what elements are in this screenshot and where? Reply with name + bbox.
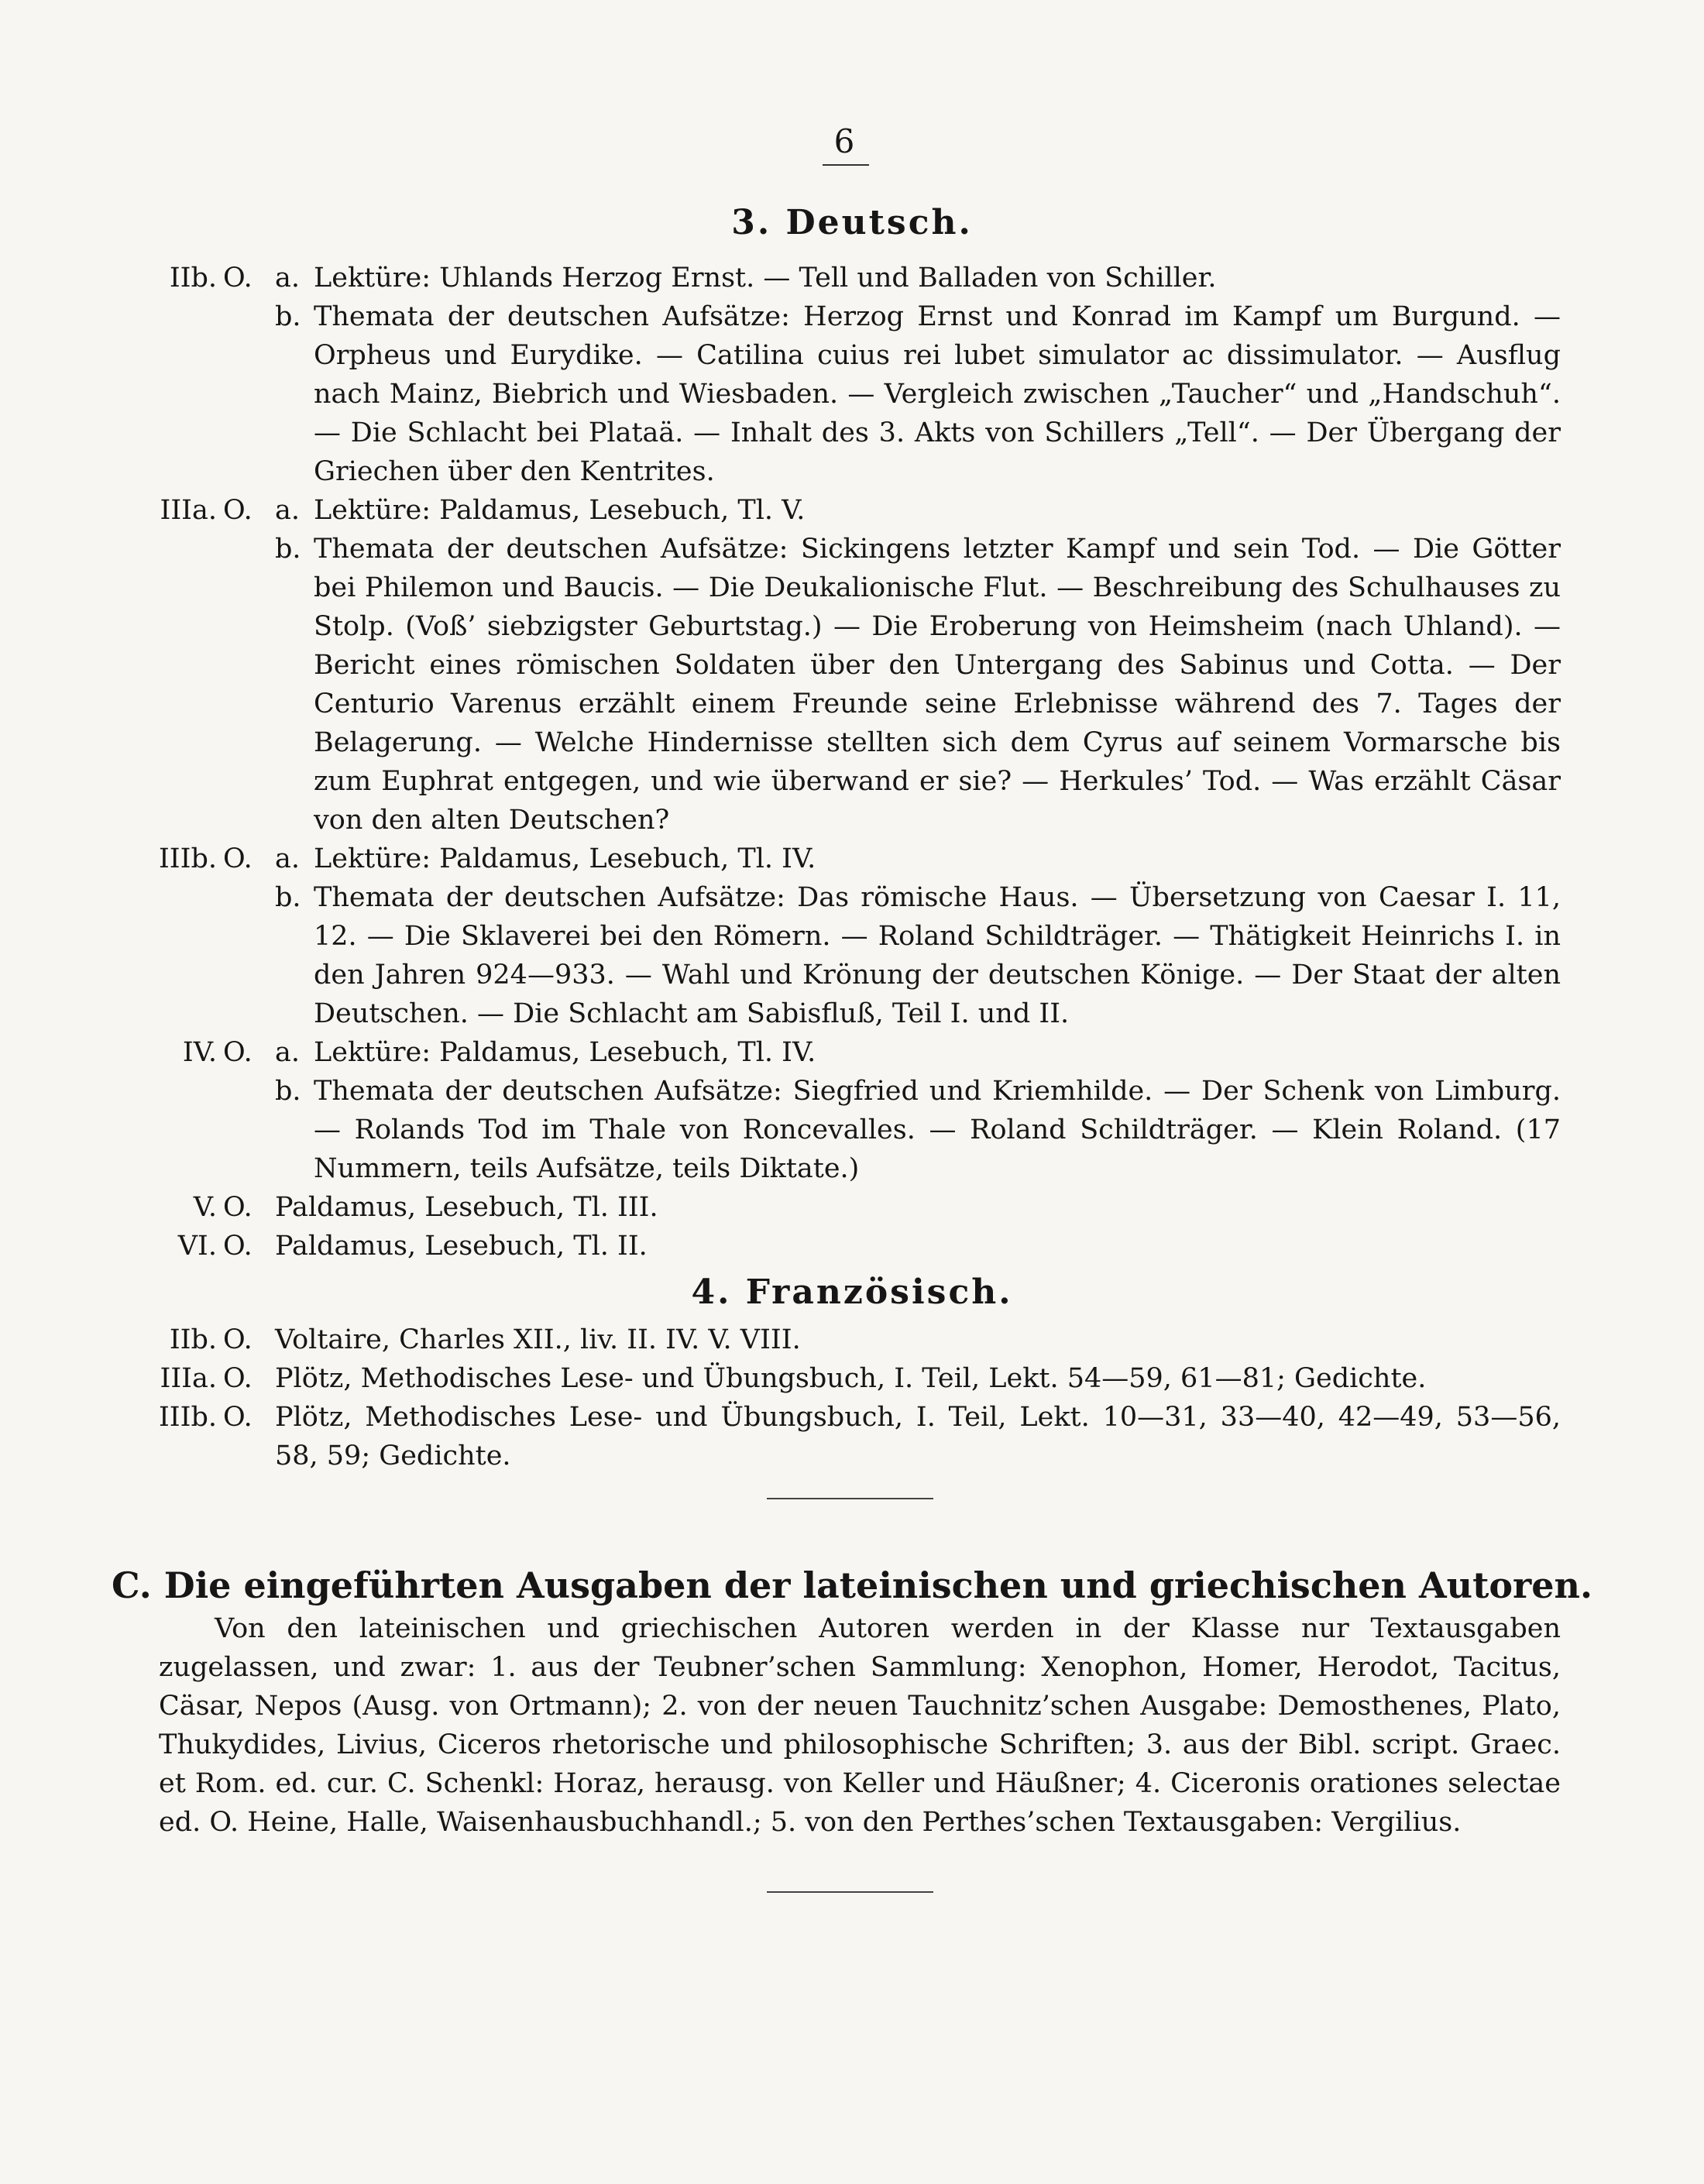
- lecture-paragraph: Plötz, Methodisches Lese- und Übungsbuch, I. Teil, Lekt. 10—31, 33—40, 42—49, 53—56, 58, 59; Gedichte.: [275, 1402, 1561, 1471]
- class-label: IIb.: [169, 263, 217, 294]
- o-label: O.: [223, 1231, 253, 1262]
- o-label: O.: [223, 1324, 253, 1355]
- item-b-label: b.: [275, 301, 301, 332]
- section-c-heading: [0, 1564, 1704, 1606]
- o-label: O.: [223, 1402, 253, 1433]
- lecture-line: Voltaire, Charles XII., liv. II. IV. V. VIII.: [275, 1324, 801, 1355]
- section-4-heading: 4. Französisch.: [691, 1272, 1013, 1312]
- lecture-line: Paldamus, Lesebuch, Tl. III.: [275, 1192, 658, 1223]
- themes-paragraph: Themata der deutschen Aufsätze: Siegfried und Kriemhilde. — Der Schenk von Limburg. — Rolands Tod im Thale von Roncevalles. — Roland Schildträger. — Klein Roland. (17 Nummern, teils Aufsätze, teils Diktate.): [314, 1076, 1561, 1184]
- lecture-line: Lektüre: Uhlands Herzog Ernst. — Tell und Balladen von Schiller.: [314, 263, 1217, 294]
- bottom-divider: [767, 1891, 933, 1893]
- class-label: IV.: [182, 1037, 217, 1068]
- class-label: IIIa.: [160, 1363, 217, 1394]
- lecture-line: Plötz, Methodisches Lese- und Übungsbuch, I. Teil, Lekt. 54—59, 61—81; Gedichte.: [275, 1363, 1427, 1394]
- section-c-paragraph: Von den lateinischen und griechischen Autoren werden in der Klasse nur Textausgaben zugelassen, und zwar: 1. aus der Teubner’schen Sammlung: Xenophon, Homer, Herodot, Tacitus, Cäsar, Nepos (Ausg. von Ortmann); 2. von der neuen Tauchnitz’schen Ausgabe: Demosthenes, Plato, Thukydides, Livius, Ciceros rhetorische und philosophische Schriften; 3. aus der Bibl. script. Graec. et Rom. ed. cur. C. Schenkl: Horaz, herausg. von Keller und Häußner; 4. Ciceronis orationes selectae ed. O. Heine, Halle, Waisenhausbuchhandl.; 5. von den Perthes’schen Textausgaben: Vergilius.: [159, 1613, 1561, 1838]
- item-a-label: a.: [275, 495, 300, 526]
- o-label: O.: [223, 263, 253, 294]
- item-a-label: a.: [275, 1037, 300, 1068]
- o-label: O.: [223, 843, 253, 874]
- item-a-label: a.: [275, 843, 300, 874]
- class-label: IIIb.: [158, 843, 217, 874]
- lecture-line: Paldamus, Lesebuch, Tl. II.: [275, 1231, 648, 1262]
- o-label: O.: [223, 1192, 253, 1223]
- themes-paragraph: Themata der deutschen Aufsätze: Sickingens letzter Kampf und sein Tod. — Die Götter bei Philemon und Baucis. — Die Deukalionische Flut. — Beschreibung des Schulhauses zu Stolp. (Voß’ siebzigster Geburtstag.) — Die Eroberung von Heimsheim (nach Uhland). — Bericht eines römischen Soldaten über den Untergang des Sabinus und Cotta. — Der Centurio Varenus erzählt einem Freunde seine Erlebnisse während des 7. Tages der Belagerung. — Welche Hindernisse stellten sich dem Cyrus auf seinem Vormarsche bis zum Euphrat entgegen, und wie überwand er sie? — Herkules’ Tod. — Was erzählt Cäsar von den alten Deutschen?: [314, 534, 1561, 836]
- themes-paragraph: Themata der deutschen Aufsätze: Das römische Haus. — Übersetzung von Caesar I. 11, 12. — Die Sklaverei bei den Römern. — Roland Schildträger. — Thätigkeit Heinrichs I. in den Jahren 924—933. — Wahl und Krönung der deutschen Könige. — Der Staat der alten Deutschen. — Die Schlacht am Sabisfluß, Teil I. und II.: [314, 882, 1561, 1029]
- item-a-label: a.: [275, 263, 300, 294]
- section-c-title: Die eingeführten Ausgaben der lateinischen und griechischen Autoren.: [163, 1564, 1593, 1606]
- page-number-rule: [823, 164, 869, 166]
- o-label: O.: [223, 495, 253, 526]
- class-label: IIb.: [169, 1324, 217, 1355]
- themes-paragraph: Themata der deutschen Aufsätze: Herzog Ernst und Konrad im Kampf um Burgund. — Orpheus und Eurydike. — Catilina cuius rei lubet simulator ac dissimulator. — Ausflug nach Mainz, Biebrich und Wiesbaden. — Vergleich zwischen „Taucher“ und „Handschuh“. — Die Schlacht bei Plataä. — Inhalt des 3. Akts von Schillers „Tell“. — Der Übergang der Griechen über den Kentrites.: [314, 301, 1561, 487]
- section-c-letter: C.: [111, 1564, 152, 1606]
- o-label: O.: [223, 1363, 253, 1394]
- lecture-line: Lektüre: Paldamus, Lesebuch, Tl. IV.: [314, 1037, 816, 1068]
- section-3-heading: 3. Deutsch.: [731, 203, 973, 242]
- item-b-label: b.: [275, 882, 301, 913]
- page-number: 6: [833, 122, 855, 160]
- lecture-line: Lektüre: Paldamus, Lesebuch, Tl. IV.: [314, 843, 816, 874]
- class-label: IIIa.: [160, 495, 217, 526]
- class-label: IIIb.: [158, 1402, 217, 1433]
- item-b-label: b.: [275, 534, 301, 565]
- lecture-line: Lektüre: Paldamus, Lesebuch, Tl. V.: [314, 495, 806, 526]
- class-label: V.: [193, 1192, 217, 1223]
- class-label: VI.: [177, 1231, 217, 1262]
- section-divider: [767, 1498, 933, 1499]
- item-b-label: b.: [275, 1076, 301, 1107]
- o-label: O.: [223, 1037, 253, 1068]
